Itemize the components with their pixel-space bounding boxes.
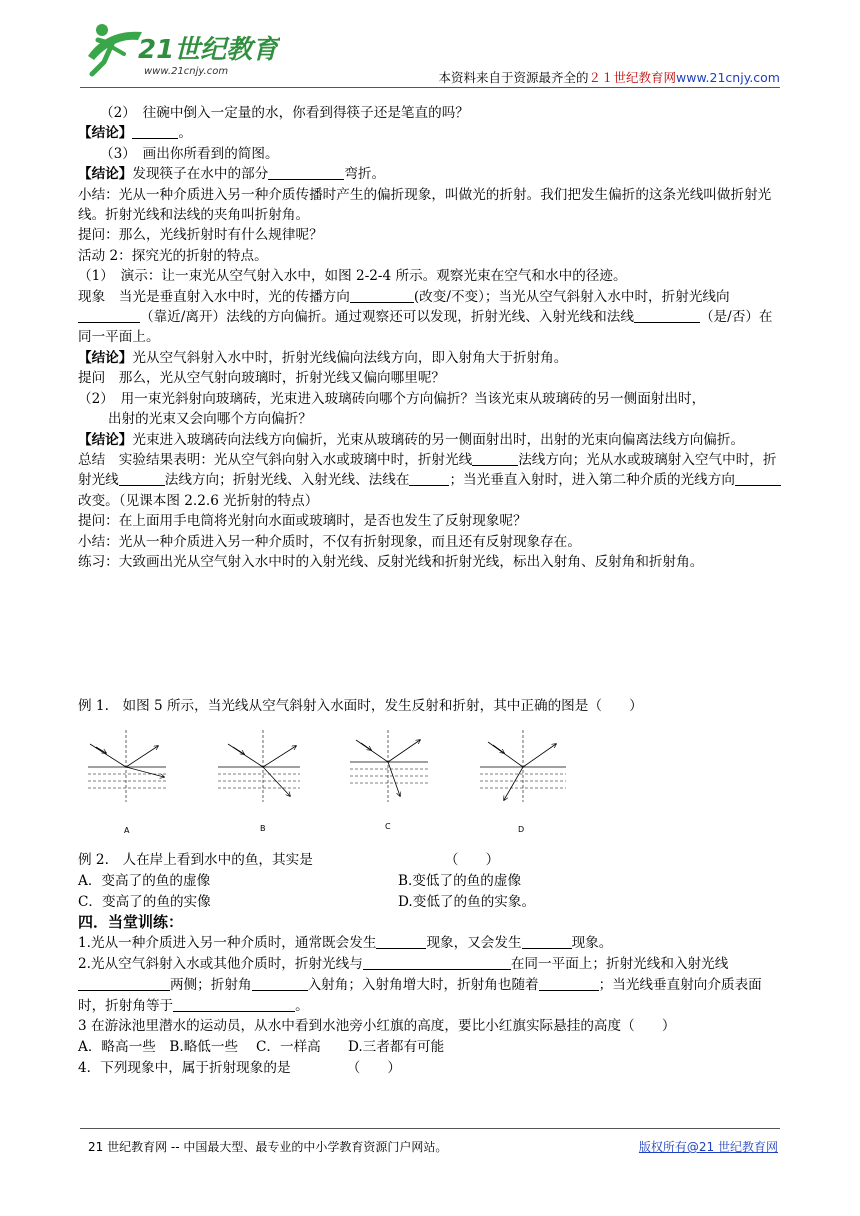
example-2-options-ab: A．变高了的鱼的虚像 B.变低了的鱼的虚像 (78, 872, 522, 889)
page-header (80, 18, 780, 88)
refraction-figures (78, 722, 478, 842)
practice: 练习：大致画出光从空气射入水中时的入射光线、反射光线和折射光线，标出入射角、反射角和折射角。 (78, 553, 704, 570)
ask-3: 提问：在上面用手电筒将光射向水面或玻璃时，是否也发生了反射现象呢？ (78, 513, 527, 530)
page-footer (80, 1128, 780, 1154)
figure-label-d: D (518, 825, 525, 834)
example-1-text: 例 1. 如图 5 所示，当光线从空气斜射入水面时，发生反射和折射，其中正确的图是（ ） (78, 698, 643, 714)
ask-2: 提问 那么，光从空气射向玻璃时，折射光线又偏向哪里呢？ (78, 370, 446, 387)
figure-b (218, 730, 300, 802)
exercise-3: 3 在游泳池里潜水的运动员，从水中看到水池旁小红旗的高度，要比小红旗实际悬挂的高度（ ） (78, 1018, 676, 1035)
conclusion-1: 【结论】 。 (78, 125, 192, 142)
example-2: 例 2. 人在岸上看到水中的鱼，其实是 （ ） (78, 852, 500, 868)
footer-copyright-link[interactable]: 版权所有@21 世纪教育网 (638, 1140, 778, 1154)
figure-d (468, 722, 578, 842)
figure-a (88, 730, 166, 802)
question-2: （2） 往碗中倒入一定量的水，你看到得筷子还是笔直的吗？ (100, 105, 469, 121)
exercise-4: 4．下列现象中，属于折射现象的是 （ ） (78, 1059, 401, 1076)
demo-text: （1） 演示：让一束光从空气射入水中，如图 2-2-4 所示。观察光束在空气和水中的径迹。 (78, 268, 627, 285)
question-3: （3） 画出你所看到的简图。 (100, 145, 279, 162)
header-source: 本资料来自于资源最齐全的２１世纪教育网www.21cnjy.com (438, 70, 780, 85)
activity-2: 活动 2：探究光的折射的特点。 (78, 247, 268, 264)
summary-1: 小结：光从一种介质进入另一种介质传播时产生的偏折现象，叫做光的折射。我们把发生偏折的这条光线叫做折射光线。折射光线和法线的夹角叫折射角。 (78, 186, 772, 224)
exercise-3-options: A．略高一些 B.略低一些 C．一样高 D.三者都有可能 (78, 1039, 445, 1056)
exercise-1: 1.光从一种介质进入另一种介质时，通常既会发生 现象，又会发生 现象。 (78, 935, 613, 952)
example-2-options-cd: C．变高了的鱼的实像 D.变低了的鱼的实象。 (78, 893, 536, 910)
glass-question: （2） 用一束光斜射向玻璃砖，光束进入玻璃砖向哪个方向偏折？当该光束从玻璃砖的另一侧面射出时， 出射的光束又会向哪个方向偏折？ (78, 390, 706, 428)
ask-1: 提问：那么，光线折射时有什么规律呢？ (78, 227, 323, 244)
footer-divider (80, 1128, 780, 1129)
summary-text: 总结 实验结果表明：光从空气斜向射入水或玻璃中时，折射光线 法线方向；光从水或玻璃射入空气中时，折射光线 法线方向；折射光线、入射光线、法线在 ；当光垂直入射时，进入第二种介质的光线方向改变。（见课本图 2.2.6 光折射的特点） (78, 450, 786, 511)
footer-text: 21 世纪教育网 -- 中国最大型、最专业的中小学教育资源门户网站。 (88, 1140, 448, 1154)
figure-label-c: C (385, 822, 391, 831)
phenomenon-text: 现象 当光是垂直射入水中时，光的传播方向 (改变/不变）；当光从空气斜射入水中时，折射光线向（靠近/离开）法线的方向偏折。通过观察还可以发现，折射光线、入射光线和法线 （是/否）在同一平面上。 (78, 288, 773, 346)
logo-text: 21世纪教育 (138, 35, 279, 65)
header-divider (80, 87, 780, 88)
section-4-title: 四．当堂训练： (78, 913, 184, 932)
summary-2: 小结：光从一种介质进入另一种介质时，不仅有折射现象，而且还有反射现象存在。 (78, 533, 581, 550)
main-content (78, 103, 786, 572)
conclusion-4: 【结论】光束进入玻璃砖向法线方向偏折，光束从玻璃砖的另一侧面射出时，出射的光束向偏离法线方向偏折。 (78, 431, 745, 448)
site-logo (80, 18, 280, 80)
figure-c (350, 730, 428, 802)
figure-label-a: A (124, 826, 130, 835)
header-url-link[interactable]: www.21cnjy.com (676, 70, 780, 85)
logo-url: www.21cnjy.com (144, 66, 229, 77)
exercise-2: 2.光从空气斜射入水或其他介质时，折射光线与 在同一平面上；折射光线和入射光线两侧；折射角 入射角；入射角增大时，折射角也随着 ；当光线垂直射向介质表面时，折射角等于 。 (78, 955, 762, 1014)
conclusion-2: 【结论】发现筷子在水中的部分 弯折。 (78, 166, 386, 183)
figure-label-b: B (260, 824, 266, 833)
conclusion-3: 【结论】光从空气斜射入水中时，折射光线偏向法线方向，即入射角大于折射角。 (78, 349, 568, 366)
lower-content (78, 850, 786, 1079)
